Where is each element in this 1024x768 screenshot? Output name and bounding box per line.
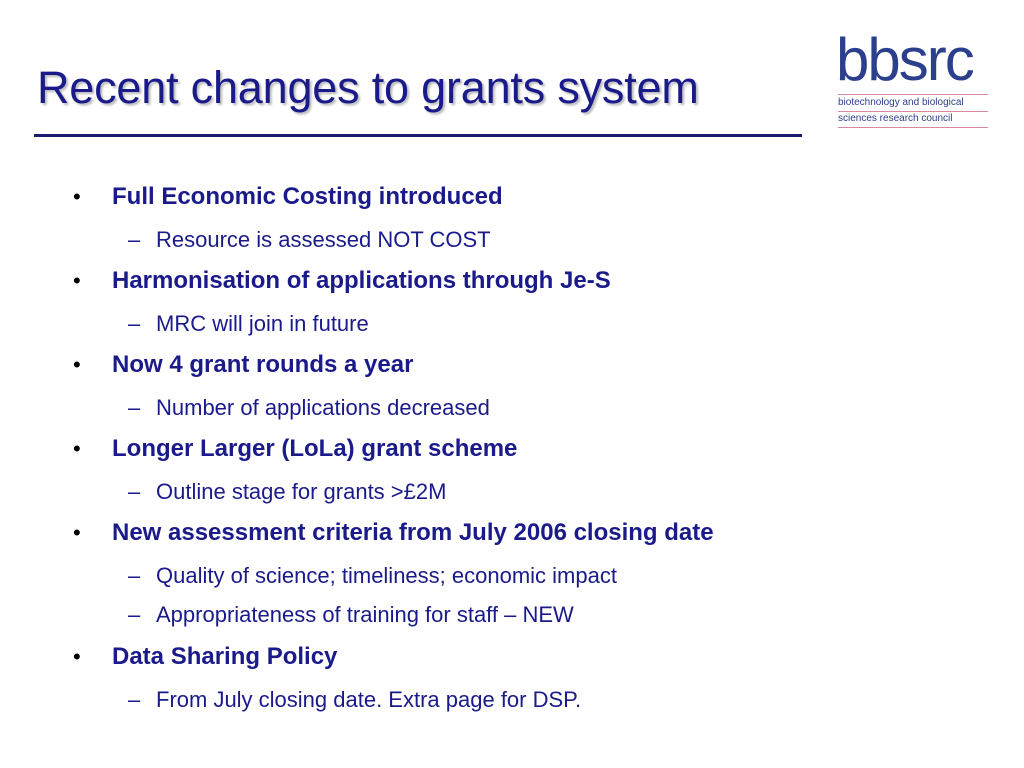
bullet-item: Full Economic Costing introduced [112, 183, 503, 210]
logo-rule [838, 127, 988, 128]
slide-title: Recent changes to grants system [37, 62, 699, 113]
bullet-marker: • [73, 436, 81, 461]
logo-subtitle-line1: biotechnology and biological [838, 97, 964, 108]
bullet-item: New assessment criteria from July 2006 closing date [112, 519, 714, 546]
bullet-item: Now 4 grant rounds a year [112, 351, 414, 378]
sub-bullet-item: MRC will join in future [156, 311, 369, 336]
logo-rule [838, 111, 988, 112]
sub-bullet-dash: – [128, 395, 141, 420]
bullet-item: Longer Larger (LoLa) grant scheme [112, 435, 518, 462]
logo-wordmark: bbsrc [836, 26, 973, 93]
sub-bullet-dash: – [128, 602, 141, 627]
bullet-item: Harmonisation of applications through Je-S [112, 267, 611, 294]
sub-bullet-dash: – [128, 311, 141, 336]
sub-bullet-dash: – [128, 227, 141, 252]
bullet-marker: • [73, 520, 81, 545]
sub-bullet-item: Appropriateness of training for staff – NEW [156, 602, 574, 627]
sub-bullet-dash: – [128, 687, 141, 712]
bullet-marker: • [73, 352, 81, 377]
logo-rule [838, 94, 988, 95]
bullet-marker: • [73, 268, 81, 293]
sub-bullet-item: Outline stage for grants >£2M [156, 479, 447, 504]
sub-bullet-dash: – [128, 479, 141, 504]
bullet-marker: • [73, 184, 81, 209]
sub-bullet-item: Number of applications decreased [156, 395, 490, 420]
sub-bullet-item: From July closing date. Extra page for DSP. [156, 687, 582, 712]
logo-subtitle-line2: sciences research council [838, 113, 953, 124]
sub-bullet-item: Resource is assessed NOT COST [156, 227, 491, 252]
bullet-item: Data Sharing Policy [112, 643, 338, 670]
sub-bullet-item: Quality of science; timeliness; economic impact [156, 563, 617, 588]
title-underline [34, 134, 802, 137]
bbsrc-logo [836, 26, 994, 130]
sub-bullet-dash: – [128, 563, 141, 588]
bullet-marker: • [73, 644, 81, 669]
